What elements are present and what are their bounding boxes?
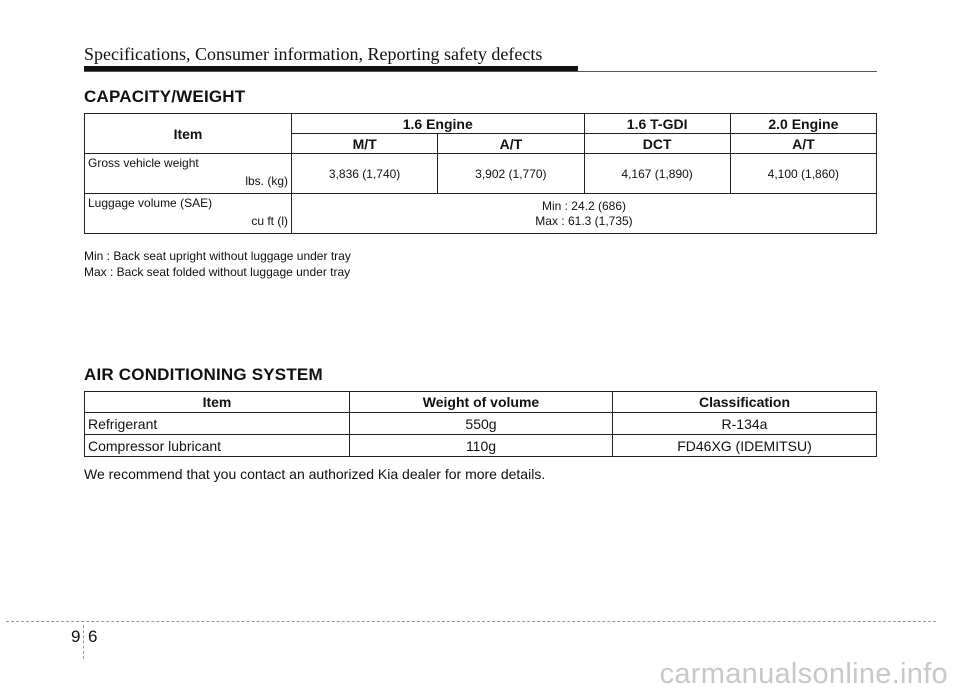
table-cell: Compressor lubricant bbox=[85, 435, 350, 457]
table-row bbox=[85, 194, 877, 234]
column-header-engine-2-0: 2.0 Engine bbox=[730, 114, 876, 134]
header-rule-thin bbox=[84, 71, 877, 72]
column-header-engine-1-6: 1.6 Engine bbox=[292, 114, 585, 134]
capacity-weight-table bbox=[84, 113, 877, 234]
table-cell: FD46XG (IDEMITSU) bbox=[613, 435, 877, 457]
row-unit-text: cu ft (l) bbox=[251, 214, 288, 228]
column-header-item: Item bbox=[85, 392, 350, 413]
table-cell: Refrigerant bbox=[85, 413, 350, 435]
column-header-at-2: A/T bbox=[730, 134, 876, 154]
row-label-text: Gross vehicle weight bbox=[88, 156, 199, 170]
table-row bbox=[85, 435, 877, 457]
air-conditioning-table bbox=[84, 391, 877, 457]
table-cell: 4,100 (1,860) bbox=[730, 154, 876, 194]
luggage-min-value: Min : 24.2 (686) bbox=[541, 198, 627, 213]
row-label-gross-weight bbox=[85, 154, 292, 194]
column-header-engine-1-6-tgdi: 1.6 T-GDI bbox=[584, 114, 730, 134]
column-header-mt: M/T bbox=[292, 134, 438, 154]
row-unit-text: lbs. (kg) bbox=[245, 174, 288, 188]
row-label-luggage-volume bbox=[85, 194, 292, 234]
table-header-row bbox=[85, 114, 877, 134]
air-conditioning-title: AIR CONDITIONING SYSTEM bbox=[84, 365, 323, 384]
section-header-title: Specifications, Consumer information, Reporting safety defects bbox=[84, 44, 543, 64]
watermark: carmanualsonline.info bbox=[659, 658, 948, 690]
table-row bbox=[85, 413, 877, 435]
column-header-item: Item bbox=[85, 114, 292, 154]
footnote-min: Min : Back seat upright without luggage under tray bbox=[84, 249, 351, 263]
footnote-max: Max : Back seat folded without luggage under tray bbox=[84, 265, 351, 279]
table-cell: 550g bbox=[350, 413, 613, 435]
page-chapter-number: 9 bbox=[71, 627, 81, 646]
table-cell: 110g bbox=[350, 435, 613, 457]
table-cell: 3,836 (1,740) bbox=[292, 154, 438, 194]
column-header-classification: Classification bbox=[613, 392, 877, 413]
row-label-text: Luggage volume (SAE) bbox=[88, 196, 213, 210]
table-cell: R-134a bbox=[613, 413, 877, 435]
table-row bbox=[85, 154, 877, 194]
table-cell-merged bbox=[292, 194, 877, 234]
page-number: 6 bbox=[88, 627, 98, 646]
luggage-max-value: Max : 61.3 (1,735) bbox=[535, 213, 633, 228]
dealer-recommendation: We recommend that you contact an authorized Kia dealer for more details. bbox=[84, 466, 546, 482]
column-header-dct: DCT bbox=[584, 134, 730, 154]
footer-dashed-rule bbox=[6, 621, 936, 622]
capacity-weight-title: CAPACITY/WEIGHT bbox=[84, 87, 246, 106]
table-header-row bbox=[85, 392, 877, 413]
table-cell: 3,902 (1,770) bbox=[438, 154, 584, 194]
table-cell: 4,167 (1,890) bbox=[584, 154, 730, 194]
footer-dashed-divider bbox=[83, 625, 84, 659]
column-header-at: A/T bbox=[438, 134, 584, 154]
column-header-weight-of-volume: Weight of volume bbox=[350, 392, 613, 413]
